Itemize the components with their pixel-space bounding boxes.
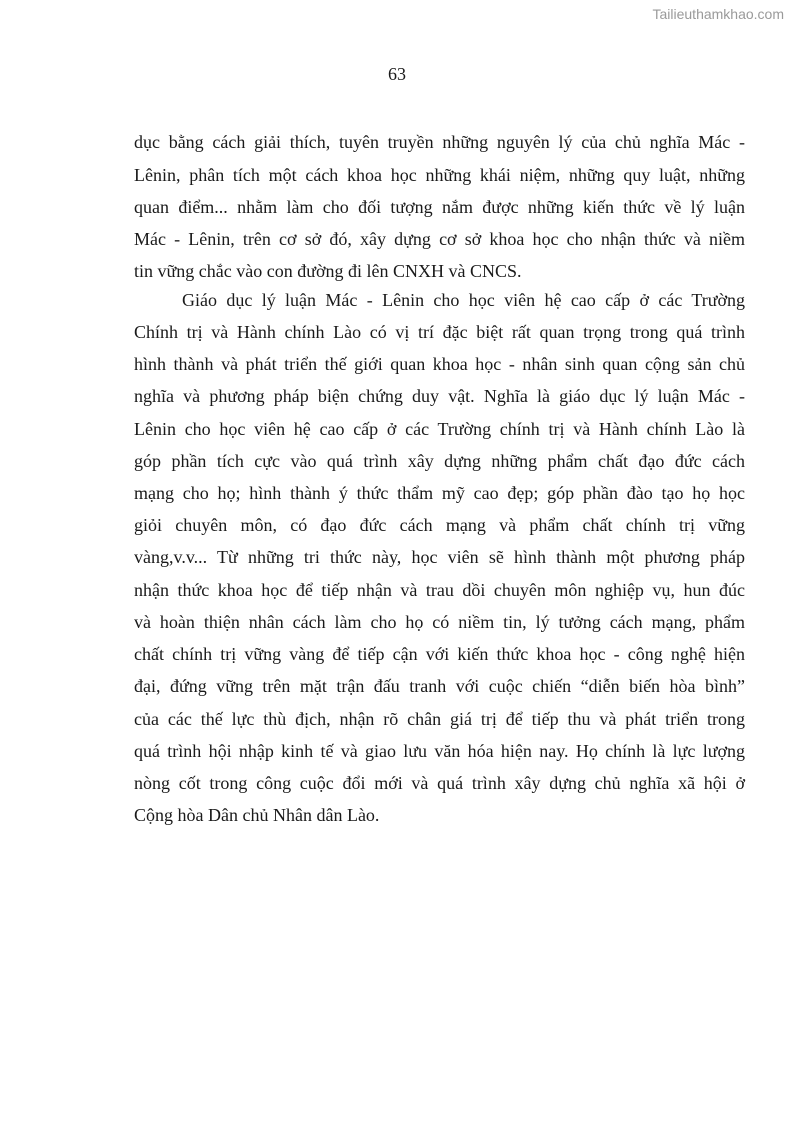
paragraph-2-line: Chính trị và Hành chính Lào có vị trí đặc biệt rất quan trọng trong quá trình — [134, 322, 745, 342]
paragraph-1-line: Mác - Lênin, trên cơ sở đó, xây dựng cơ sở khoa học cho nhận thức và niềm — [134, 229, 745, 249]
paragraph-1-line: dục bằng cách giải thích, tuyên truyền những nguyên lý của chủ nghĩa Mác - — [134, 132, 745, 152]
paragraph-2-line: nòng cốt trong công cuộc đổi mới và quá trình xây dựng chủ nghĩa xã hội ở — [134, 773, 745, 793]
paragraph-1-line: quan điểm... nhằm làm cho đối tượng nắm được những kiến thức về lý luận — [134, 197, 745, 217]
paragraph-2-line: giỏi chuyên môn, có đạo đức cách mạng và phẩm chất chính trị vững — [134, 515, 745, 535]
paragraph-2-line: hình thành và phát triển thế giới quan khoa học - nhân sinh quan cộng sản chủ — [134, 354, 745, 374]
paragraph-2-line: Lênin cho học viên hệ cao cấp ở các Trường chính trị và Hành chính Lào là — [134, 419, 745, 439]
paragraph-2-line: góp phần tích cực vào quá trình xây dựng những phẩm chất đạo đức cách — [134, 451, 745, 471]
paragraph-2-line: của các thế lực thù địch, nhận rõ chân giá trị để tiếp thu và phát triển trong — [134, 709, 745, 729]
paragraph-2-line: vàng,v.v... Từ những tri thức này, học viên sẽ hình thành một phương pháp — [134, 547, 745, 567]
page-number: 63 — [388, 64, 406, 84]
paragraph-2-line: đại, đứng vững trên mặt trận đấu tranh với cuộc chiến “diễn biến hòa bình” — [134, 676, 745, 696]
paragraph-1-line: Lênin, phân tích một cách khoa học những khái niệm, những quy luật, những — [134, 165, 745, 185]
paragraph-2-line: nhận thức khoa học để tiếp nhận và trau dồi chuyên môn nghiệp vụ, hun đúc — [134, 580, 745, 600]
paragraph-2-line: quá trình hội nhập kinh tế và giao lưu văn hóa hiện nay. Họ chính là lực lượng — [134, 741, 745, 761]
paragraph-2-line: mạng cho họ; hình thành ý thức thẩm mỹ cao đẹp; góp phần đào tạo họ học — [134, 483, 745, 503]
paragraph-2-line: Cộng hòa Dân chủ Nhân dân Lào. — [134, 805, 380, 825]
paragraph-2-line: và hoàn thiện nhân cách làm cho họ có niềm tin, lý tưởng cách mạng, phẩm — [134, 612, 745, 632]
paragraph-1-line: tin vững chắc vào con đường đi lên CNXH và CNCS. — [134, 261, 522, 281]
paragraph-2-line: Giáo dục lý luận Mác - Lênin cho học viên hệ cao cấp ở các Trường — [182, 290, 745, 310]
watermark: Tailieuthamkhao.com — [652, 6, 784, 22]
paragraph-2-line: chất chính trị vững vàng để tiếp cận với kiến thức khoa học - công nghệ hiện — [134, 644, 745, 664]
paragraph-2-line: nghĩa và phương pháp biện chứng duy vật. Nghĩa là giáo dục lý luận Mác - — [134, 386, 745, 406]
